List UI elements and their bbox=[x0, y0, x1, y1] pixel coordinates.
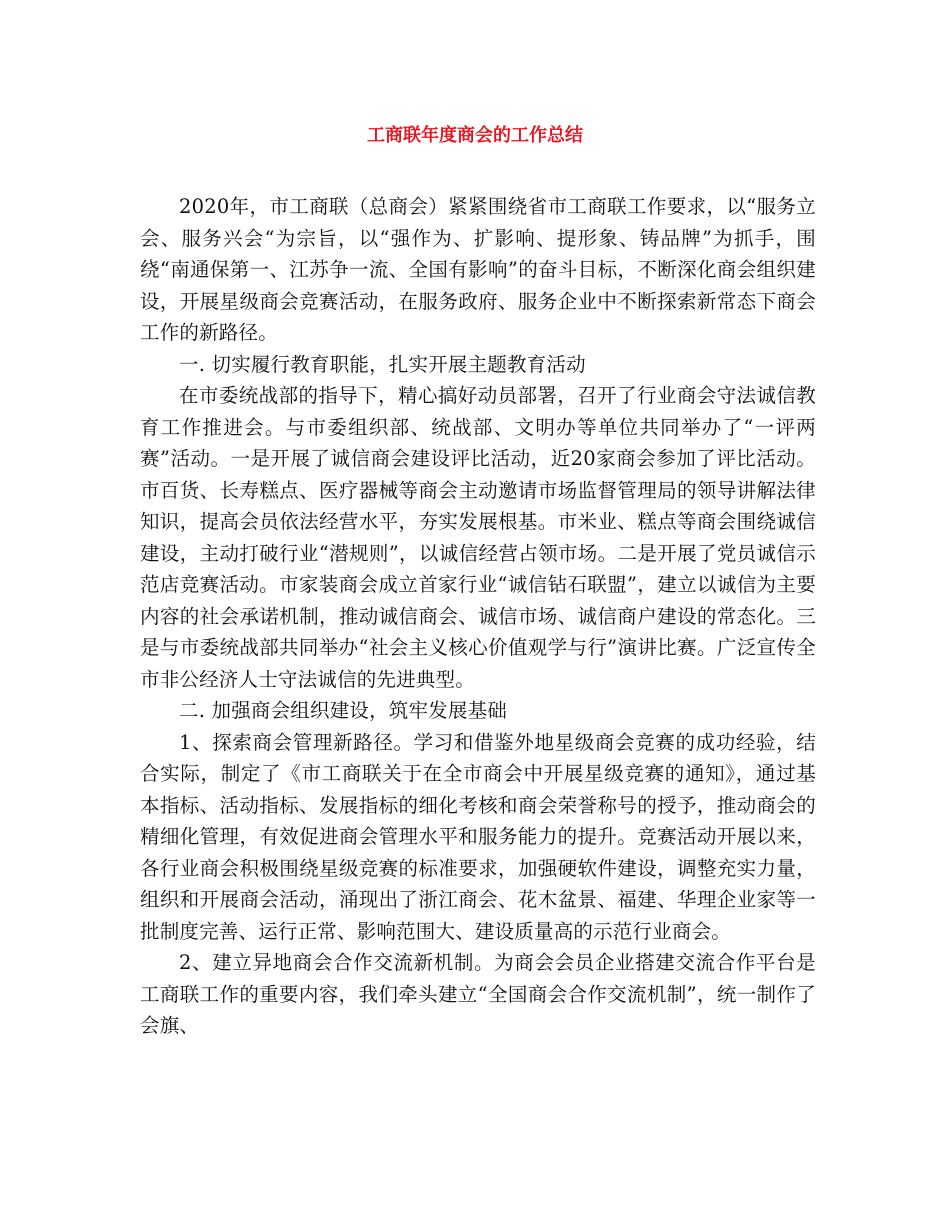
paragraph-item-1: 1、探索商会管理新路径。学习和借鉴外地星级商会竞赛的成功经验，结合实际，制定了《市工商联关于在全市商会中开展星级竞赛的通知》，通过基本指标、活动指标、发展指标的细化考核和商会荣誉称号的授予，推动商会的精细化管理，有效促进商会管理水平和服务能力的提升。竞赛活动开展以来，各行业商会积极围绕星级竞赛的标准要求，加强硬软件建设，调整充实力量，组织和开展商会活动，涌现出了浙江商会、花木盆景、福建、华理企业家等一批制度完善、运行正常、影响范围大、建设质量高的示范行业商会。 bbox=[140, 730, 816, 943]
section-heading-1: 一. 切实履行教育职能，扎实开展主题教育活动 bbox=[179, 352, 586, 376]
paragraph-intro: 2020年，市工商联（总商会）紧紧围绕省市工商联工作要求，以“服务立会、服务兴会“为宗旨，以“强作为、扩影响、提形象、铸品牌”为抓手，围绕“南通保第一、江苏争一流、全国有影响”的奋斗目标，不断深化商会组织建设，开展星级商会竞赛活动，在服务政府、服务企业中不断探索新常态下商会工作的新路径。 bbox=[140, 195, 816, 344]
paragraph-section-1: 在市委统战部的指导下，精心搞好动员部署，召开了行业商会守法诚信教育工作推进会。与市委组织部、统战部、文明办等单位共同举办了“一评两赛”活动。一是开展了诚信商会建设评比活动，近20家商会参加了评比活动。市百货、长寿糕点、医疗器械等商会主动邀请市场监督管理局的领导讲解法律知识，提高会员依法经营水平，夯实发展根基。市米业、糕点等商会围绕诚信建设，主动打破行业“潜规则”，以诚信经营占领市场。二是开展了党员诚信示范店竞赛活动。市家装商会成立首家行业“诚信钻石联盟”，建立以诚信为主要内容的社会承诺机制，推动诚信商会、诚信市场、诚信商户建设的常态化。三是与市委统战部共同举办“社会主义核心价值观学与行”演讲比赛。广泛宣传全市非公经济人士守法诚信的先进典型。 bbox=[140, 384, 816, 691]
paragraph-item-2: 2、建立异地商会合作交流新机制。为商会会员企业搭建交流合作平台是工商联工作的重要内容，我们牵头建立“全国商会合作交流机制”，统一制作了会旗、 bbox=[140, 951, 816, 1037]
document-body bbox=[140, 191, 816, 1042]
document-title: 工商联年度商会的工作总结 bbox=[367, 125, 583, 146]
section-heading-2: 二. 加强商会组织建设，筑牢发展基础 bbox=[179, 699, 507, 722]
